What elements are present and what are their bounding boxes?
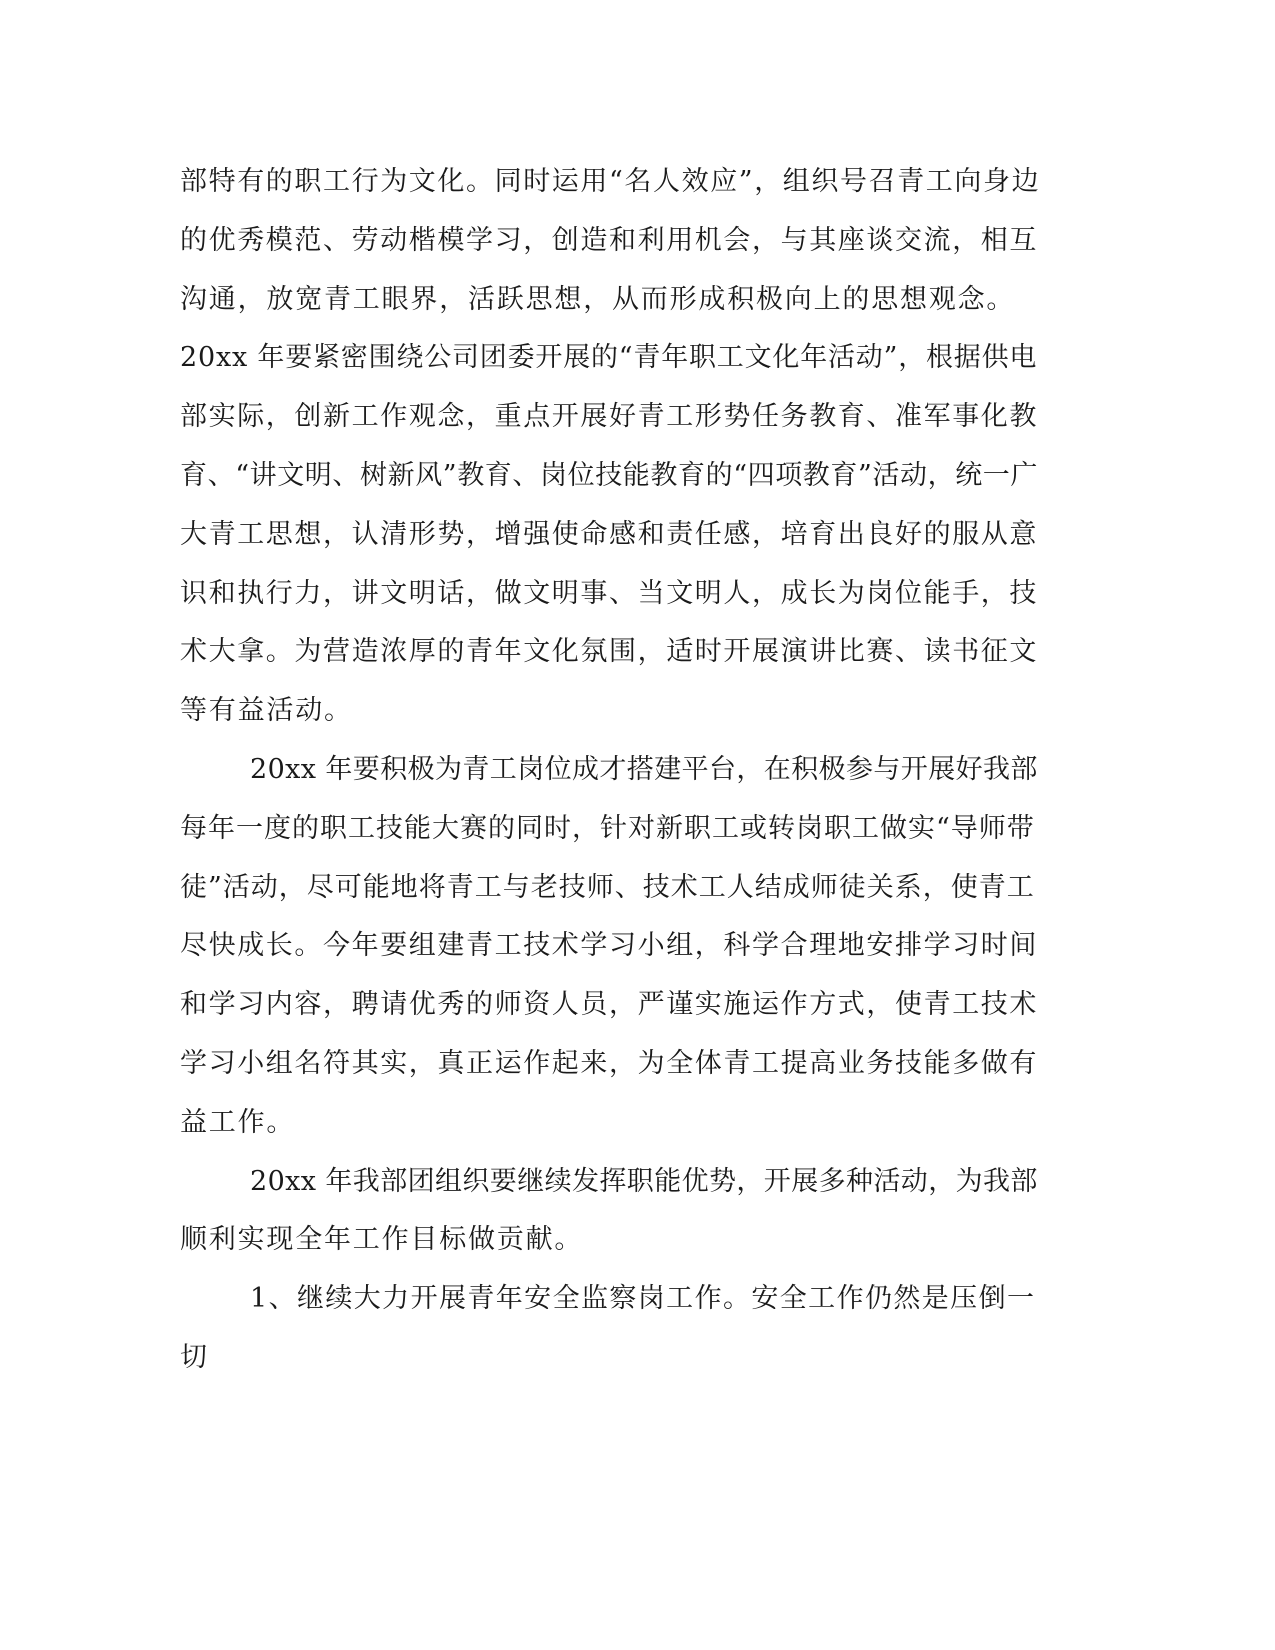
text-line: 顺利实现全年工作目标做贡献。 (180, 1224, 584, 1256)
text-line: 20xx 年要积极为青工岗位成才搭建平台，在积极参与开展好我部 (250, 753, 1038, 785)
text-line: 和学习内容，聘请优秀的师资人员，严谨实施运作方式，使青工技术 (180, 989, 1038, 1021)
document-body (180, 153, 1040, 1388)
text-line: 识和执行力，讲文明话，做文明事、当文明人，成长为岗位能手，技 (180, 577, 1038, 609)
text-line: 每年一度的职工技能大赛的同时，针对新职工或转岗职工做实“导师带 (180, 812, 1035, 844)
text-line: 的优秀模范、劳动楷模学习，创造和利用机会，与其座谈交流，相互 (180, 224, 1038, 256)
text-line: 益工作。 (180, 1106, 296, 1138)
text-line: 1、继续大力开展青年安全监察岗工作。安全工作仍然是压倒一 (250, 1283, 1036, 1315)
text-line: 术大拿。为营造浓厚的青年文化氛围，适时开展演讲比赛、读书征文 (180, 636, 1038, 668)
text-line: 切 (180, 1341, 209, 1373)
text-line: 徒”活动，尽可能地将青工与老技师、技术工人结成师徒关系，使青工 (180, 871, 1035, 903)
text-line: 部特有的职工行为文化。同时运用“名人效应”，组织号召青工向身边 (180, 166, 1041, 197)
text-line: 大青工思想，认清形势，增强使命感和责任感，培育出良好的服从意 (180, 518, 1038, 550)
text-line: 学习小组名符其实，真正运作起来，为全体青工提高业务技能多做有 (180, 1047, 1038, 1079)
text-line: 20xx 年要紧密围绕公司团委开展的“青年职工文化年活动”，根据供电 (180, 342, 1038, 374)
text-line: 尽快成长。今年要组建青工技术学习小组，科学合理地安排学习时间 (180, 930, 1038, 962)
text-line: 部实际，创新工作观念，重点开展好青工形势任务教育、准军事化教 (180, 401, 1038, 433)
text-line: 育、“讲文明、树新风”教育、岗位技能教育的“四项教育”活动，统一广 (180, 459, 1039, 491)
text-line: 沟通，放宽青工眼界，活跃思想，从而形成积极向上的思想观念。 (180, 283, 1016, 315)
text-line: 20xx 年我部团组织要继续发挥职能优势，开展多种活动，为我部 (250, 1165, 1038, 1197)
text-line: 等有益活动。 (180, 695, 353, 727)
